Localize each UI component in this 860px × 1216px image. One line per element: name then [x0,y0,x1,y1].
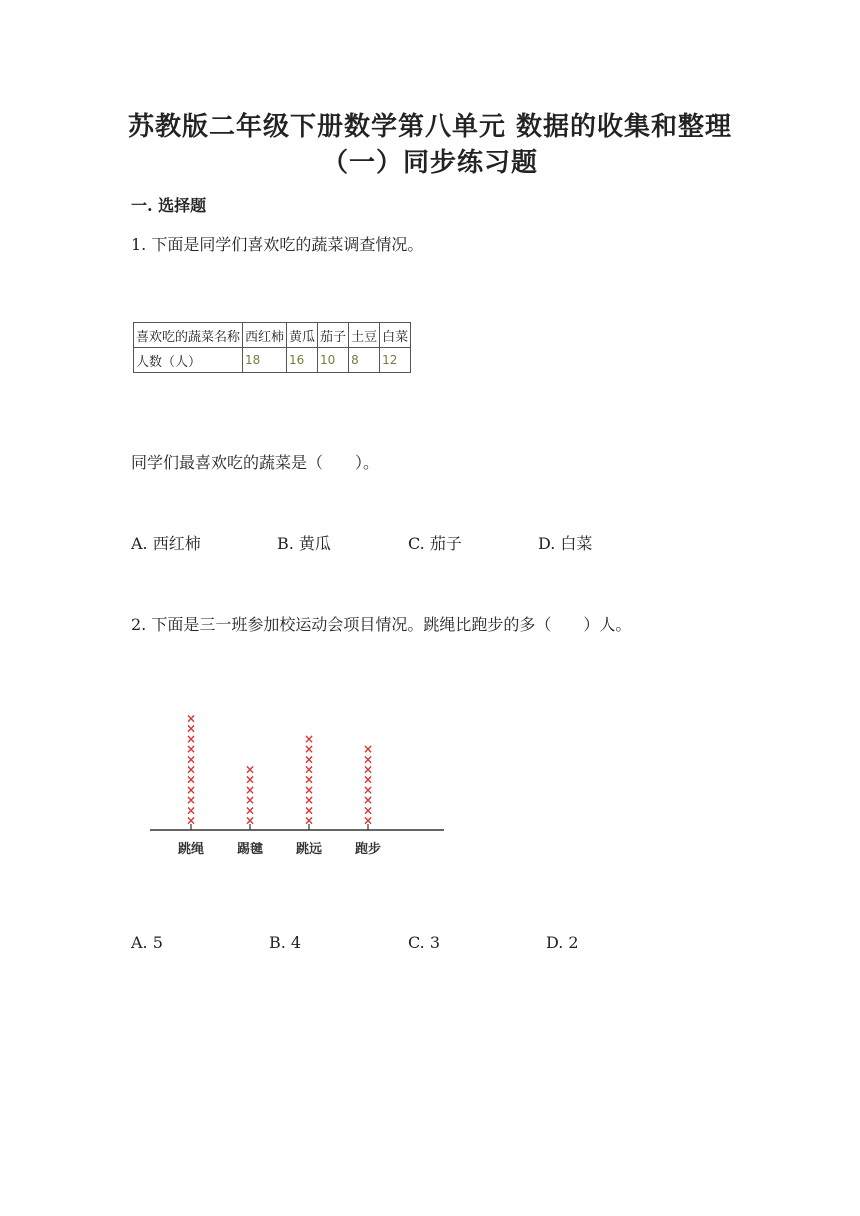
question-1-sub-question: 同学们最喜欢吃的蔬菜是（ ）。 [131,453,380,472]
chart-x-mark: × [362,813,374,828]
table-cell-value: 10 [318,348,349,373]
chart-x-mark: × [362,772,374,787]
table-column-name: 土豆 [349,323,380,348]
option-c[interactable]: C. 茄子 [408,534,462,553]
chart-x-mark: × [244,772,256,787]
option-a[interactable]: A. 西红柿 [131,534,201,553]
sports-dot-chart [148,695,448,865]
chart-x-mark: × [303,782,315,797]
chart-x-mark: × [303,772,315,787]
option-a[interactable]: A. 5 [131,933,163,952]
table-column-name: 白菜 [380,323,411,348]
option-d[interactable]: D. 2 [546,933,579,952]
table-cell-value: 8 [349,348,380,373]
table-header-label: 喜欢吃的蔬菜名称 [134,323,243,348]
chart-category-label: 跑步 [354,842,382,857]
chart-x-mark: × [362,752,374,767]
chart-x-mark: × [303,762,315,777]
chart-x-mark: × [362,742,374,757]
option-d[interactable]: D. 白菜 [538,534,593,553]
chart-x-mark: × [185,793,197,808]
chart-x-mark: × [185,772,197,787]
chart-x-mark: × [185,731,197,746]
chart-x-mark: × [244,793,256,808]
chart-x-mark: × [362,803,374,818]
chart-x-mark: × [362,762,374,777]
question-2-text: 2. 下面是三一班参加校运动会项目情况。跳绳比跑步的多（ ）人。 [131,615,632,634]
chart-x-mark: × [185,782,197,797]
chart-x-mark: × [303,752,315,767]
chart-x-mark: × [185,752,197,767]
table-column-name: 西红柿 [243,323,287,348]
chart-x-mark: × [362,793,374,808]
chart-x-mark: × [185,721,197,736]
option-b[interactable]: B. 黄瓜 [277,534,331,553]
chart-x-mark: × [185,803,197,818]
chart-x-mark: × [244,762,256,777]
chart-x-mark: × [303,742,315,757]
vegetable-survey-table [133,322,411,373]
document-title-line2: （一）同步练习题 [321,148,538,178]
chart-x-mark: × [185,711,197,726]
table-header-row [134,323,411,348]
option-b[interactable]: B. 4 [269,933,302,952]
chart-x-mark: × [185,762,197,777]
question-1-options [131,531,731,553]
chart-category-label: 跳绳 [177,842,205,857]
chart-x-mark: × [303,803,315,818]
chart-x-mark: × [303,793,315,808]
table-cell-value: 18 [243,348,287,373]
table-value-row [134,348,411,373]
table-cell-value: 12 [380,348,411,373]
chart-x-mark: × [185,742,197,757]
chart-x-mark: × [362,782,374,797]
table-column-name: 黄瓜 [287,323,318,348]
chart-x-mark: × [244,803,256,818]
question-2-options [131,933,731,955]
option-c[interactable]: C. 3 [408,933,441,952]
chart-x-mark: × [303,813,315,828]
chart-x-mark: × [185,813,197,828]
table-row-label: 人数（人） [134,348,243,373]
chart-x-mark: × [244,813,256,828]
chart-x-mark: × [303,731,315,746]
chart-category-label: 踢毽 [236,842,264,857]
chart-x-mark: × [244,782,256,797]
table-column-name: 茄子 [318,323,349,348]
document-title-line1: 苏教版二年级下册数学第八单元 数据的收集和整理 [127,112,733,142]
question-1-text: 1. 下面是同学们喜欢吃的蔬菜调查情况。 [131,235,424,254]
chart-category-label: 跳远 [295,842,323,857]
table-cell-value: 16 [287,348,318,373]
section-heading: 一. 选择题 [131,196,207,215]
